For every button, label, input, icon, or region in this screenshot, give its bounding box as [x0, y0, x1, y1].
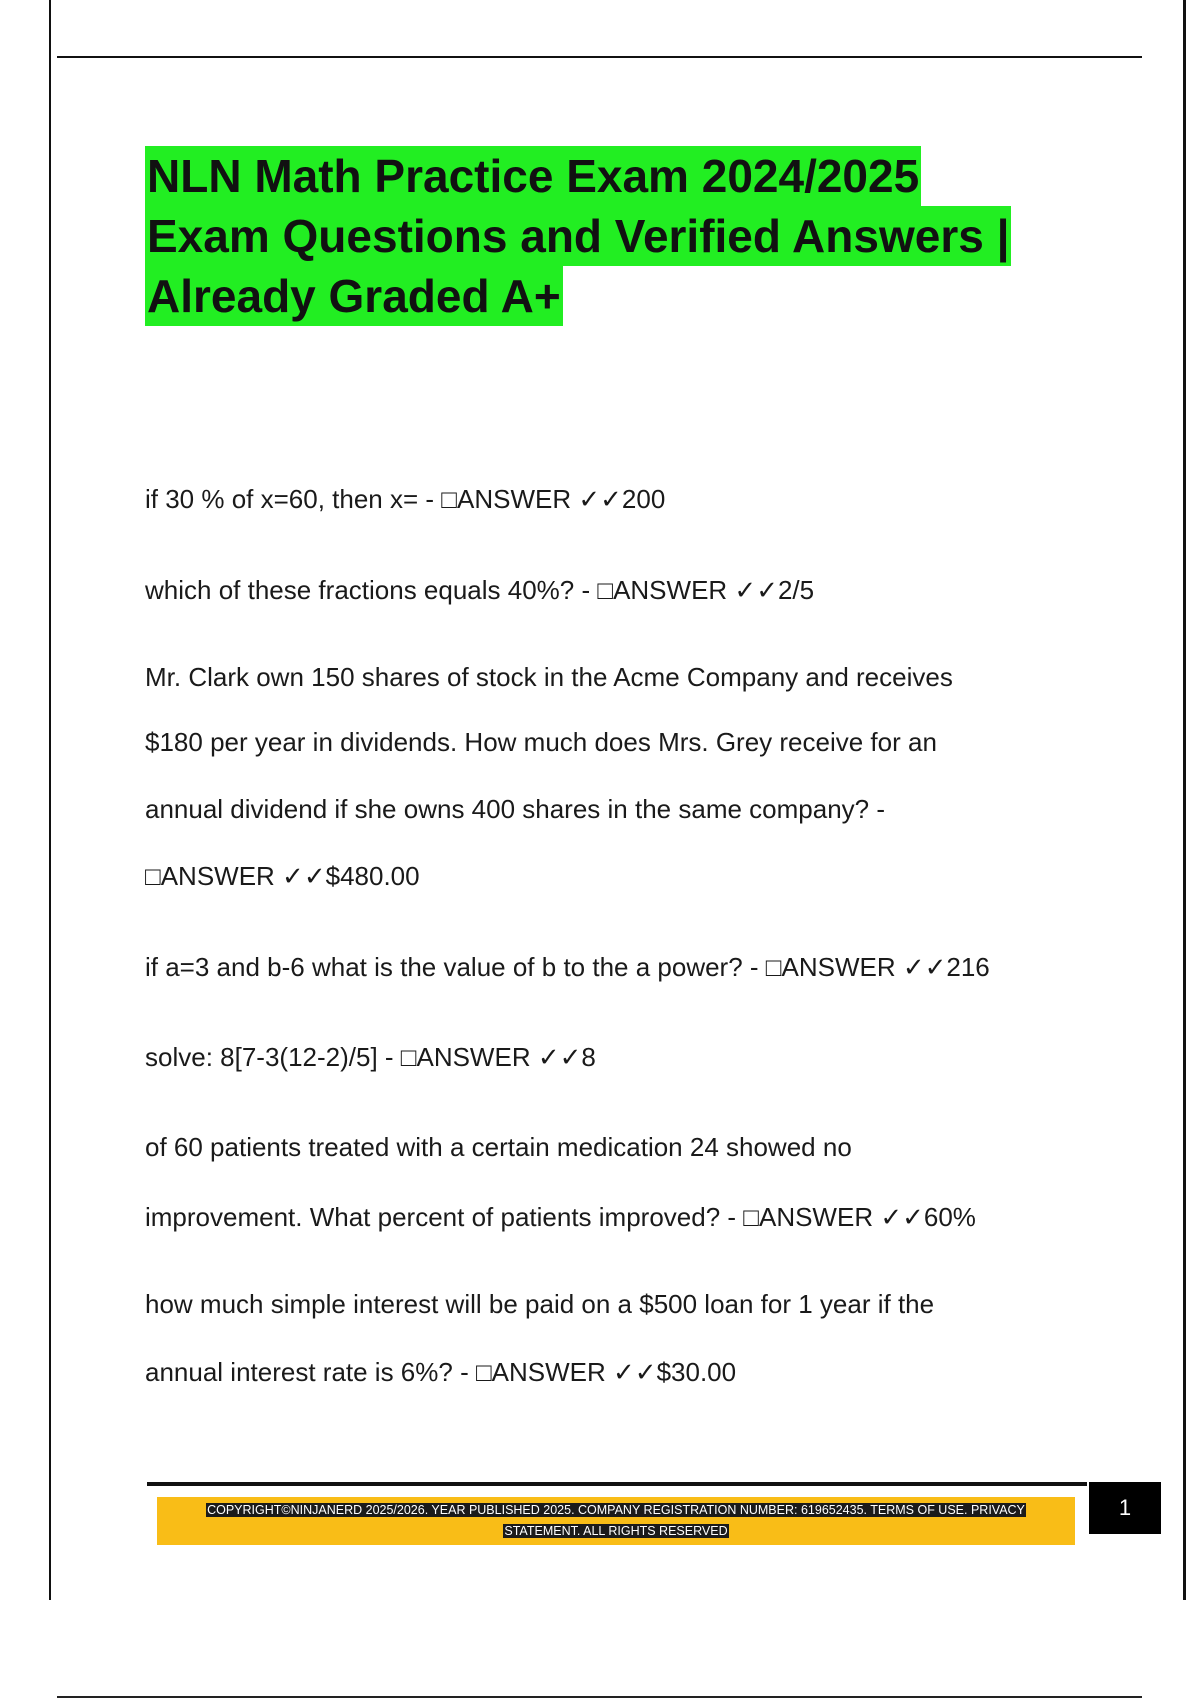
page-border-right [1183, 0, 1186, 1600]
footer-rule [147, 1482, 1087, 1486]
bottom-rule [57, 1696, 1142, 1698]
document-title [145, 146, 1105, 326]
qa-item-2: which of these fractions equals 40%? - □ANSWER ✓✓2/5 [145, 575, 815, 605]
qa-item-3-line-1: Mr. Clark own 150 shares of stock in the Acme Company and receives [145, 662, 953, 692]
title-line-1: NLN Math Practice Exam 2024/2025 [145, 146, 921, 206]
header-rule [57, 56, 1142, 58]
qa-item-1: if 30 % of x=60, then x= - □ANSWER ✓✓200 [145, 484, 666, 514]
page-number: 1 [1089, 1482, 1161, 1534]
qa-item-6-line-1: of 60 patients treated with a certain medication 24 showed no [145, 1132, 852, 1162]
page-border-left [49, 0, 51, 1600]
qa-item-3-line-4: □ANSWER ✓✓$480.00 [145, 861, 420, 891]
title-line-3: Already Graded A+ [145, 266, 563, 326]
qa-item-5: solve: 8[7-3(12-2)/5] - □ANSWER ✓✓8 [145, 1042, 596, 1072]
copyright-line-2: STATEMENT. ALL RIGHTS RESERVED [504, 1524, 728, 1538]
qa-item-6-line-2: improvement. What percent of patients improved? - □ANSWER ✓✓60% [145, 1202, 976, 1232]
qa-item-3-line-2: $180 per year in dividends. How much does Mrs. Grey receive for an [145, 727, 937, 757]
qa-item-7-line-2: annual interest rate is 6%? - □ANSWER ✓✓$30.00 [145, 1357, 737, 1387]
qa-item-7-line-1: how much simple interest will be paid on a $500 loan for 1 year if the [145, 1289, 935, 1319]
qa-item-3-line-3: annual dividend if she owns 400 shares in the same company? - [145, 794, 885, 824]
qa-item-4: if a=3 and b-6 what is the value of b to the a power? - □ANSWER ✓✓216 [145, 952, 990, 982]
copyright-notice [170, 1500, 1062, 1542]
copyright-line-1: COPYRIGHT©NINJANERD 2025/2026. YEAR PUBLISHED 2025. COMPANY REGISTRATION NUMBER: 619652435. TERMS OF USE. PRIVACY [207, 1503, 1025, 1517]
title-line-2: Exam Questions and Verified Answers | [145, 206, 1011, 266]
